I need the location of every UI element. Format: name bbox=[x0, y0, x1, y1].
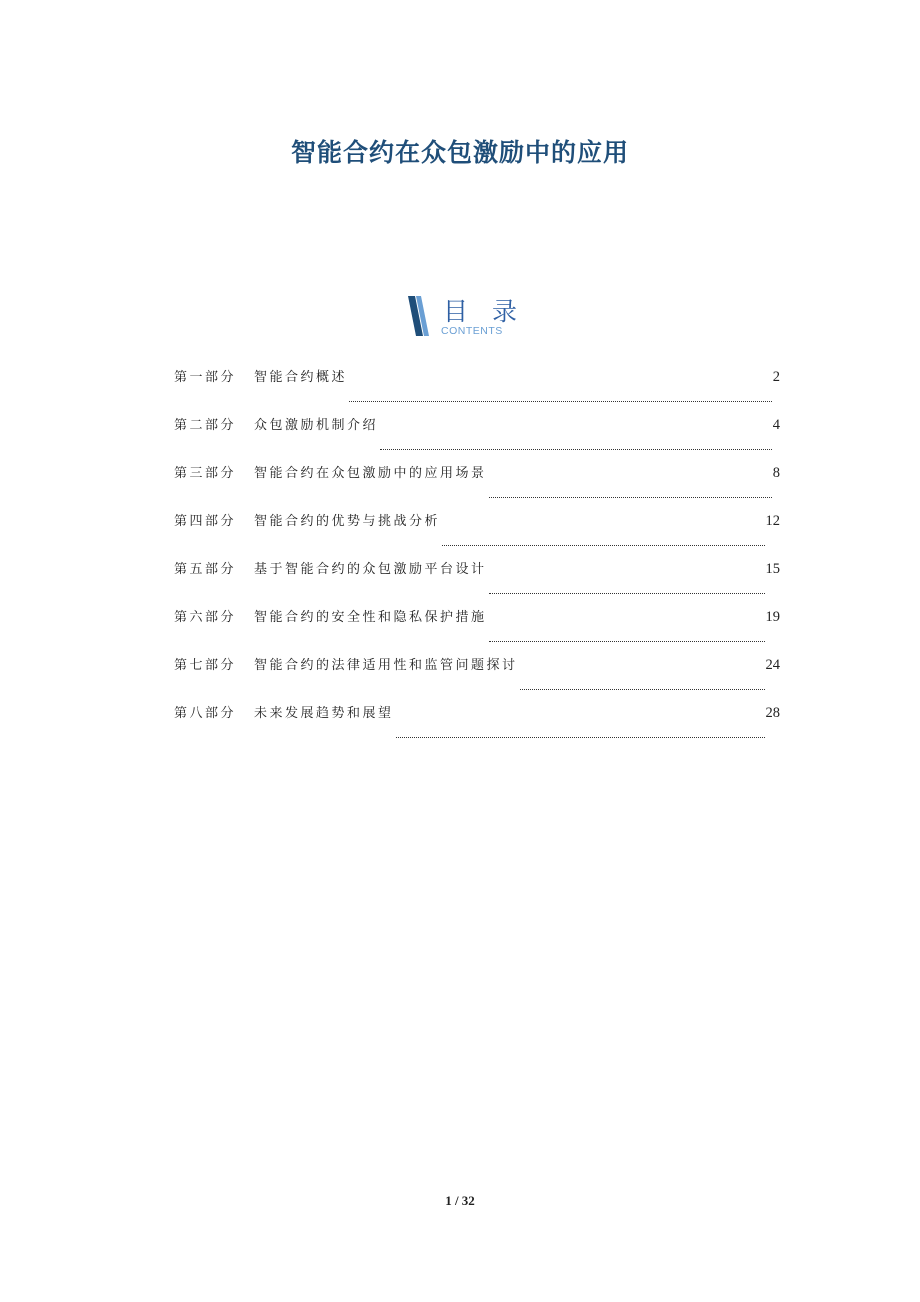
toc-dot-leader bbox=[489, 593, 765, 594]
toc-header bbox=[405, 294, 525, 340]
toc-entry-title: 未来发展趋势和展望 bbox=[254, 706, 394, 721]
toc-entry-page: 4 bbox=[772, 417, 780, 433]
toc-entry-part: 第三部分 bbox=[174, 466, 237, 481]
toc-entry-page: 24 bbox=[765, 657, 780, 673]
toc-subheading: CONTENTS bbox=[441, 325, 503, 337]
toc-entry[interactable] bbox=[174, 366, 780, 414]
toc-entry-title: 智能合约在众包激励中的应用场景 bbox=[254, 466, 487, 481]
toc-dot-leader bbox=[520, 689, 765, 690]
toc-entry[interactable] bbox=[174, 558, 780, 606]
toc-entry-title: 智能合约的法律适用性和监管问题探讨 bbox=[254, 658, 518, 673]
toc-entry-part: 第二部分 bbox=[174, 418, 237, 433]
toc-entry-part: 第一部分 bbox=[174, 370, 237, 385]
toc-entry-page: 12 bbox=[765, 513, 780, 529]
toc-dot-leader bbox=[396, 737, 765, 738]
toc-entry-page: 15 bbox=[765, 561, 780, 577]
toc-entry-page: 19 bbox=[765, 609, 780, 625]
toc-entry-title: 基于智能合约的众包激励平台设计 bbox=[254, 562, 487, 577]
table-of-contents bbox=[174, 366, 780, 750]
toc-entry[interactable] bbox=[174, 654, 780, 702]
toc-entry-title: 智能合约的优势与挑战分析 bbox=[254, 514, 441, 529]
book-spine-logo-icon bbox=[405, 294, 431, 338]
toc-entry-page: 28 bbox=[765, 705, 780, 721]
toc-entry-part: 第八部分 bbox=[174, 706, 237, 721]
toc-entry-title: 智能合约的安全性和隐私保护措施 bbox=[254, 610, 487, 625]
toc-entry-title: 众包激励机制介绍 bbox=[254, 418, 379, 433]
toc-entry-page: 8 bbox=[772, 465, 780, 481]
toc-entry-part: 第五部分 bbox=[174, 562, 237, 577]
toc-entry[interactable] bbox=[174, 606, 780, 654]
toc-entry[interactable] bbox=[174, 702, 780, 750]
toc-entry[interactable] bbox=[174, 510, 780, 558]
toc-dot-leader bbox=[489, 497, 772, 498]
toc-entry[interactable] bbox=[174, 414, 780, 462]
toc-dot-leader bbox=[349, 401, 772, 402]
toc-entry-part: 第四部分 bbox=[174, 514, 237, 529]
toc-dot-leader bbox=[442, 545, 764, 546]
toc-entry-part: 第六部分 bbox=[174, 610, 237, 625]
toc-entry-title: 智能合约概述 bbox=[254, 370, 348, 385]
toc-dot-leader bbox=[380, 449, 772, 450]
page-indicator: 1 / 32 bbox=[445, 1193, 475, 1208]
toc-dot-leader bbox=[489, 641, 765, 642]
document-title: 智能合约在众包激励中的应用 bbox=[290, 137, 629, 167]
toc-heading: 目 录 bbox=[443, 297, 525, 326]
toc-entry-page: 2 bbox=[772, 369, 780, 385]
toc-entry[interactable] bbox=[174, 462, 780, 510]
toc-entry-part: 第七部分 bbox=[174, 658, 237, 673]
